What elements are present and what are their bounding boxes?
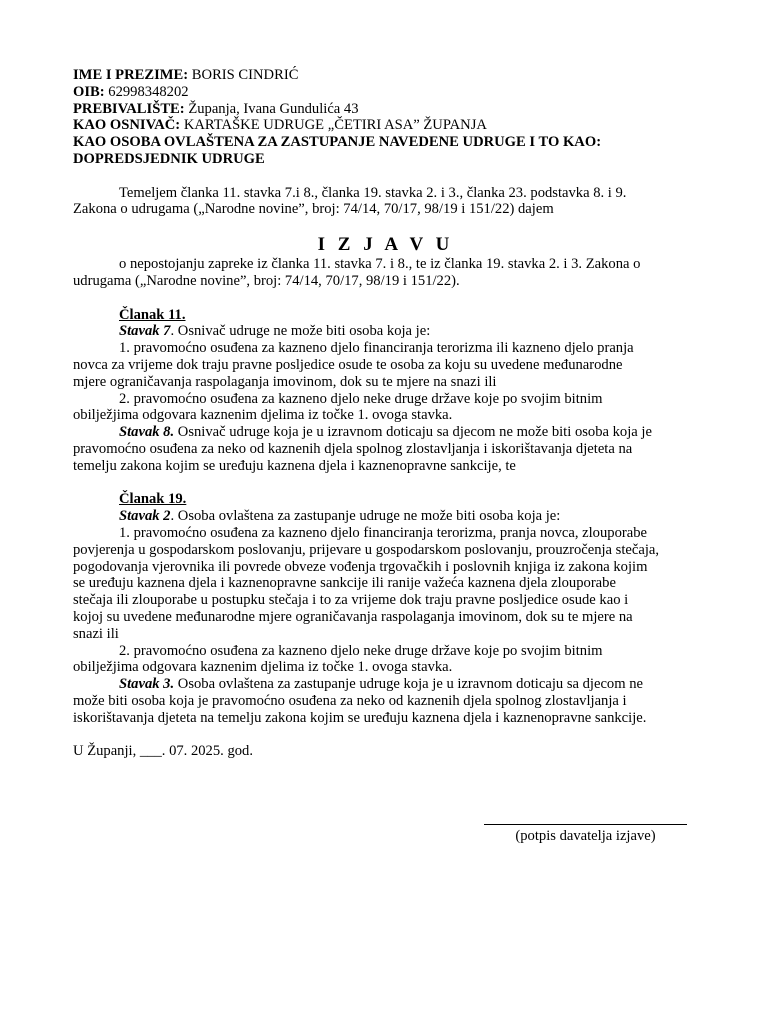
- signature-caption: (potpis davatelja izjave): [515, 828, 656, 844]
- statement-paragraph: [73, 256, 698, 290]
- statement-line-1: o nepostojanju zapreke iz članka 11. stavka 7. i 8., te iz članka 19. stavka 2. i 3. Zakona o: [119, 256, 641, 273]
- intro-paragraph: [73, 185, 698, 219]
- residence-row: [73, 101, 698, 118]
- article-19-heading: Članak 19.: [119, 491, 187, 508]
- article-11-point-1-line-2: novca za vrijeme dok traju pravne posljedice osude te osoba za koju su uvedene međunarodne: [73, 356, 623, 373]
- article-11-point-2-line-2: obilježjima odgovara kaznenim djelima iz točke 1. ovoga stavka.: [73, 407, 453, 424]
- article-19-point-1-line-6: kojoj su uvedene međunarodne mjere ograničavanja raspolaganja imovinom, dok su te mjere na: [73, 608, 633, 625]
- article-11-point-2-line-1: 2. pravomoćno osuđena za kazneno djelo neke druge države koje po svojim bitnim: [119, 390, 603, 407]
- article-19-point-1-line-3: pogodovanja vjerovnika ili povrede obveze vođenja trgovačkih i poslovnih knjiga iz zakona kojim: [73, 558, 648, 575]
- residence-label: PREBIVALIŠTE:: [73, 100, 185, 117]
- document-title: I Z J A V U: [317, 234, 454, 256]
- authorized-line-1: KAO OSOBA OVLAŠTENA ZA ZASTUPANJE NAVEDENE UDRUGE I TO KAO:: [73, 134, 602, 151]
- article-19-stavak-3-line-3: iskorištavanja djeteta na temelju zakona kojim se uređuju kaznena djela i kaznenopravne sankcije.: [73, 709, 647, 726]
- article-11-point-1-line-1: 1. pravomoćno osuđena za kazneno djelo financiranja terorizma ili kazneno djelo pranja: [119, 340, 634, 357]
- article-11-stavak-8-line-2: pravomoćno osuđena za neko od kaznenih djela spolnog zlostavljanja i iskorištavanja djeteta na: [73, 440, 633, 457]
- residence-value: Županja, Ivana Gundulića 43: [188, 100, 359, 117]
- article-11-point-1-line-3: mjere ograničavanja raspolaganja imovinom, dok su te mjere na snazi ili: [73, 373, 497, 390]
- article-11-stavak-8-line-3: temelju zakona kojim se uređuju kaznena djela i kaznenopravne sankcije, te: [73, 457, 516, 474]
- article-11-stavak-7: Stavak 7. Osnivač udruge ne može biti osoba koja je:: [119, 323, 431, 340]
- article-11-heading: Članak 11.: [119, 306, 186, 323]
- article-19-point-1-line-2: povjerenja u gospodarskom poslovanju, prijevare u gospodarskom poslovanju, prouzročenja stečaja,: [73, 541, 660, 558]
- founder-label: KAO OSNIVAČ:: [73, 117, 181, 134]
- signature-block: [484, 824, 687, 845]
- authorized-line-2: DOPREDSJEDNIK UDRUGE: [73, 150, 265, 167]
- article-19-point-1-line-7: snazi ili: [73, 625, 119, 642]
- founder-value: KARTAŠKE UDRUGE „ČETIRI ASA” ŽUPANJA: [183, 117, 487, 134]
- name-row: [73, 67, 698, 84]
- oib-row: [73, 84, 698, 101]
- signature-line: [484, 824, 687, 826]
- article-19-stavak-2: Stavak 2. Osoba ovlaštena za zastupanje udruge ne može biti osoba koja je:: [119, 508, 561, 525]
- oib-value: 62998348202: [108, 83, 189, 100]
- article-19-point-1-line-1: 1. pravomoćno osuđena za kazneno djelo financiranja terorizma, pranja novca, zlouporabe: [119, 524, 647, 541]
- founder-row: [73, 117, 698, 134]
- statement-line-2: udrugama („Narodne novine”, broj: 74/14, 70/17, 98/19 i 151/22).: [73, 272, 460, 289]
- name-label: IME I PREZIME:: [73, 67, 189, 83]
- article-11-stavak-8: Stavak 8. Osnivač udruge koja je u izravnom doticaju sa djecom ne može biti osoba koja je: [119, 424, 652, 441]
- article-19-point-1-line-4: se uređuju kaznena djela i kaznenopravne sankcije ili ranije važeća kaznena djela zlouporabe: [73, 575, 616, 592]
- place-and-date: U Županji, ___. 07. 2025. god.: [73, 743, 253, 760]
- personal-details: [73, 67, 698, 168]
- article-19: [73, 491, 698, 726]
- name-value: BORIS CINDRIĆ: [191, 67, 299, 83]
- intro-line-1: Temeljem članka 11. stavka 7.i 8., članka 19. stavka 2. i 3., članka 23. podstavka 8. i 9.: [119, 184, 627, 201]
- article-19-point-1-line-5: stečaja ili zlouporabe u postupku stečaja i to za vrijeme dok traju pravne posljedice osude kao i: [73, 592, 629, 609]
- intro-line-2: Zakona o udrugama („Narodne novine”, broj: 74/14, 70/17, 98/19 i 151/22) dajem: [73, 201, 554, 218]
- article-11: [73, 307, 698, 475]
- article-19-point-2-line-2: obilježjima odgovara kaznenim djelima iz točke 1. ovoga stavka.: [73, 659, 453, 676]
- article-19-stavak-3: Stavak 3. Osoba ovlaštena za zastupanje udruge koja je u izravnom doticaju sa djecom ne: [119, 676, 644, 693]
- article-19-point-2-line-1: 2. pravomoćno osuđena za kazneno djelo neke druge države koje po svojim bitnim: [119, 642, 603, 659]
- oib-label: OIB:: [73, 83, 105, 100]
- article-19-stavak-3-line-2: može biti osoba koja je pravomoćno osuđena za neko od kaznenih djela spolnog zlostavljanja i: [73, 692, 627, 709]
